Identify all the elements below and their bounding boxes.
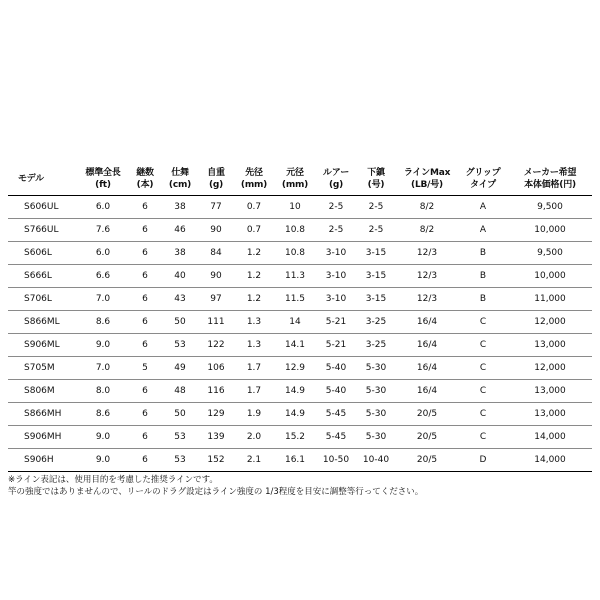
- cell-sinker: 3-25: [356, 311, 396, 334]
- cell-price: 12,000: [508, 311, 592, 334]
- cell-grip-type: C: [458, 311, 508, 334]
- cell-model: S705M: [8, 357, 78, 380]
- cell-pieces: 6: [128, 219, 162, 242]
- table-header-row: [8, 163, 592, 196]
- cell-butt-diameter: 12.9: [274, 357, 316, 380]
- cell-length: 7.0: [78, 357, 128, 380]
- spec-table-container: [8, 163, 592, 498]
- header-butt-diameter: 元径 (mm): [274, 163, 316, 196]
- cell-tip-diameter: 1.7: [234, 357, 274, 380]
- cell-line-max: 20/5: [396, 426, 458, 449]
- cell-line-max: 20/5: [396, 403, 458, 426]
- cell-butt-diameter: 10.8: [274, 219, 316, 242]
- cell-pieces: 6: [128, 196, 162, 219]
- footnotes: [8, 474, 592, 498]
- cell-lure-weight: 3-10: [316, 288, 356, 311]
- cell-sinker: 5-30: [356, 357, 396, 380]
- cell-pieces: 6: [128, 426, 162, 449]
- cell-closed-length: 49: [162, 357, 198, 380]
- cell-closed-length: 43: [162, 288, 198, 311]
- header-weight: 自重 (g): [198, 163, 234, 196]
- cell-line-max: 12/3: [396, 265, 458, 288]
- cell-butt-diameter: 15.2: [274, 426, 316, 449]
- cell-weight: 90: [198, 219, 234, 242]
- cell-price: 9,500: [508, 196, 592, 219]
- cell-grip-type: B: [458, 265, 508, 288]
- cell-butt-diameter: 14.1: [274, 334, 316, 357]
- cell-tip-diameter: 1.2: [234, 288, 274, 311]
- cell-length: 9.0: [78, 426, 128, 449]
- cell-model: S906H: [8, 449, 78, 472]
- cell-closed-length: 38: [162, 196, 198, 219]
- cell-line-max: 16/4: [396, 334, 458, 357]
- cell-grip-type: C: [458, 357, 508, 380]
- cell-weight: 116: [198, 380, 234, 403]
- cell-butt-diameter: 11.5: [274, 288, 316, 311]
- cell-weight: 77: [198, 196, 234, 219]
- header-lure-weight: ルアー (g): [316, 163, 356, 196]
- cell-length: 6.0: [78, 196, 128, 219]
- header-price: メーカー希望 本体価格(円): [508, 163, 592, 196]
- cell-lure-weight: 5-40: [316, 380, 356, 403]
- footnote-line-1: ※ライン表記は、使用目的を考慮した推奨ラインです。: [8, 475, 218, 485]
- cell-grip-type: C: [458, 403, 508, 426]
- cell-length: 6.0: [78, 242, 128, 265]
- cell-tip-diameter: 1.2: [234, 265, 274, 288]
- cell-grip-type: D: [458, 449, 508, 472]
- cell-lure-weight: 5-21: [316, 334, 356, 357]
- cell-lure-weight: 3-10: [316, 265, 356, 288]
- cell-grip-type: A: [458, 196, 508, 219]
- cell-butt-diameter: 10.8: [274, 242, 316, 265]
- table-row: [8, 219, 592, 242]
- table-row: [8, 380, 592, 403]
- cell-price: 11,000: [508, 288, 592, 311]
- cell-line-max: 12/3: [396, 288, 458, 311]
- cell-sinker: 3-25: [356, 334, 396, 357]
- cell-butt-diameter: 11.3: [274, 265, 316, 288]
- table-row: [8, 242, 592, 265]
- cell-lure-weight: 3-10: [316, 242, 356, 265]
- cell-price: 13,000: [508, 334, 592, 357]
- cell-tip-diameter: 0.7: [234, 219, 274, 242]
- cell-closed-length: 53: [162, 426, 198, 449]
- cell-price: 9,500: [508, 242, 592, 265]
- cell-length: 8.0: [78, 380, 128, 403]
- cell-weight: 139: [198, 426, 234, 449]
- cell-weight: 111: [198, 311, 234, 334]
- cell-line-max: 20/5: [396, 449, 458, 472]
- cell-weight: 97: [198, 288, 234, 311]
- cell-weight: 106: [198, 357, 234, 380]
- cell-model: S606L: [8, 242, 78, 265]
- cell-butt-diameter: 14.9: [274, 403, 316, 426]
- header-length: 標準全長 (ft): [78, 163, 128, 196]
- header-pieces: 継数 (本): [128, 163, 162, 196]
- cell-sinker: 2-5: [356, 196, 396, 219]
- cell-lure-weight: 5-45: [316, 426, 356, 449]
- cell-sinker: 3-15: [356, 288, 396, 311]
- cell-line-max: 16/4: [396, 380, 458, 403]
- cell-model: S766UL: [8, 219, 78, 242]
- cell-sinker: 3-15: [356, 265, 396, 288]
- cell-length: 8.6: [78, 403, 128, 426]
- cell-closed-length: 53: [162, 334, 198, 357]
- cell-grip-type: B: [458, 288, 508, 311]
- cell-tip-diameter: 1.3: [234, 334, 274, 357]
- table-row: [8, 311, 592, 334]
- cell-model: S906MH: [8, 426, 78, 449]
- cell-tip-diameter: 1.2: [234, 242, 274, 265]
- cell-pieces: 6: [128, 265, 162, 288]
- header-model: モデル: [8, 163, 78, 196]
- header-tip-diameter: 先径 (mm): [234, 163, 274, 196]
- cell-price: 14,000: [508, 449, 592, 472]
- footnote-line-2: 竿の強度ではありませんので、リールのドラグ設定はライン強度の 1/3程度を目安に調整等行ってください。: [8, 487, 424, 497]
- cell-price: 12,000: [508, 357, 592, 380]
- cell-model: S706L: [8, 288, 78, 311]
- header-closed-length: 仕舞 (cm): [162, 163, 198, 196]
- cell-butt-diameter: 16.1: [274, 449, 316, 472]
- cell-model: S666L: [8, 265, 78, 288]
- cell-pieces: 6: [128, 334, 162, 357]
- cell-model: S866ML: [8, 311, 78, 334]
- cell-length: 7.0: [78, 288, 128, 311]
- cell-weight: 129: [198, 403, 234, 426]
- table-row: [8, 403, 592, 426]
- cell-price: 10,000: [508, 265, 592, 288]
- table-row: [8, 265, 592, 288]
- header-grip-type: グリップ タイプ: [458, 163, 508, 196]
- cell-tip-diameter: 2.1: [234, 449, 274, 472]
- cell-weight: 90: [198, 265, 234, 288]
- cell-lure-weight: 5-45: [316, 403, 356, 426]
- cell-sinker: 3-15: [356, 242, 396, 265]
- cell-tip-diameter: 0.7: [234, 196, 274, 219]
- cell-sinker: 5-30: [356, 426, 396, 449]
- cell-length: 9.0: [78, 334, 128, 357]
- cell-model: S906ML: [8, 334, 78, 357]
- cell-pieces: 6: [128, 242, 162, 265]
- cell-weight: 84: [198, 242, 234, 265]
- cell-grip-type: B: [458, 242, 508, 265]
- cell-length: 9.0: [78, 449, 128, 472]
- cell-grip-type: C: [458, 380, 508, 403]
- cell-tip-diameter: 1.9: [234, 403, 274, 426]
- cell-length: 8.6: [78, 311, 128, 334]
- cell-closed-length: 46: [162, 219, 198, 242]
- cell-pieces: 6: [128, 449, 162, 472]
- cell-price: 13,000: [508, 403, 592, 426]
- rod-spec-table: [8, 163, 592, 472]
- cell-lure-weight: 2-5: [316, 196, 356, 219]
- cell-model: S606UL: [8, 196, 78, 219]
- cell-line-max: 12/3: [396, 242, 458, 265]
- cell-length: 7.6: [78, 219, 128, 242]
- cell-sinker: 5-30: [356, 380, 396, 403]
- cell-lure-weight: 10-50: [316, 449, 356, 472]
- cell-line-max: 16/4: [396, 357, 458, 380]
- cell-sinker: 2-5: [356, 219, 396, 242]
- cell-closed-length: 50: [162, 311, 198, 334]
- cell-closed-length: 40: [162, 265, 198, 288]
- cell-butt-diameter: 14.9: [274, 380, 316, 403]
- header-line-max: ラインMax (LB/号): [396, 163, 458, 196]
- cell-grip-type: C: [458, 426, 508, 449]
- table-row: [8, 449, 592, 472]
- cell-price: 13,000: [508, 380, 592, 403]
- cell-line-max: 8/2: [396, 219, 458, 242]
- cell-lure-weight: 5-40: [316, 357, 356, 380]
- cell-tip-diameter: 2.0: [234, 426, 274, 449]
- cell-closed-length: 38: [162, 242, 198, 265]
- table-row: [8, 288, 592, 311]
- cell-pieces: 6: [128, 403, 162, 426]
- cell-closed-length: 50: [162, 403, 198, 426]
- cell-price: 14,000: [508, 426, 592, 449]
- cell-line-max: 8/2: [396, 196, 458, 219]
- cell-pieces: 6: [128, 311, 162, 334]
- table-row: [8, 426, 592, 449]
- cell-pieces: 6: [128, 288, 162, 311]
- cell-tip-diameter: 1.7: [234, 380, 274, 403]
- cell-length: 6.6: [78, 265, 128, 288]
- cell-weight: 152: [198, 449, 234, 472]
- cell-model: S866MH: [8, 403, 78, 426]
- cell-grip-type: C: [458, 334, 508, 357]
- cell-line-max: 16/4: [396, 311, 458, 334]
- cell-pieces: 6: [128, 380, 162, 403]
- cell-lure-weight: 2-5: [316, 219, 356, 242]
- cell-model: S806M: [8, 380, 78, 403]
- header-sinker: 下鎮 (号): [356, 163, 396, 196]
- cell-sinker: 10-40: [356, 449, 396, 472]
- cell-price: 10,000: [508, 219, 592, 242]
- table-row: [8, 334, 592, 357]
- cell-closed-length: 48: [162, 380, 198, 403]
- cell-tip-diameter: 1.3: [234, 311, 274, 334]
- cell-closed-length: 53: [162, 449, 198, 472]
- cell-butt-diameter: 14: [274, 311, 316, 334]
- cell-weight: 122: [198, 334, 234, 357]
- cell-butt-diameter: 10: [274, 196, 316, 219]
- cell-pieces: 5: [128, 357, 162, 380]
- table-body: [8, 196, 592, 472]
- table-row: [8, 357, 592, 380]
- cell-lure-weight: 5-21: [316, 311, 356, 334]
- table-row: [8, 196, 592, 219]
- cell-sinker: 5-30: [356, 403, 396, 426]
- cell-grip-type: A: [458, 219, 508, 242]
